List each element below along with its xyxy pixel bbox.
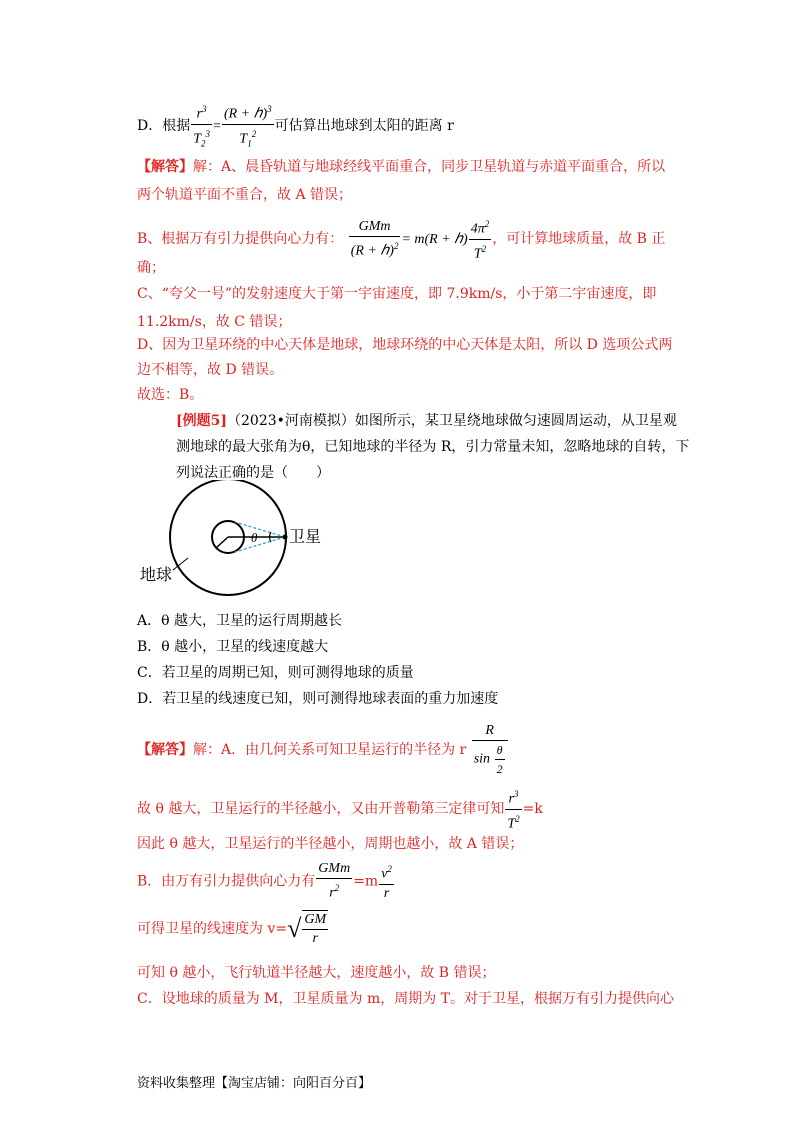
answer1-line1 bbox=[137, 156, 665, 176]
answer1-line2: 两个轨道平面不重合，故 A 错误； bbox=[137, 187, 353, 203]
formula-sqrt-GM-r: √ $\frac{GM}{r}$ bbox=[287, 912, 327, 946]
formula-Rh3-T12: $\frac{(R + ℎ)^3}{T_1^2}$ bbox=[222, 100, 274, 152]
formula-4pi2-T2: $\frac{4\pi^2}{T^2}$ bbox=[469, 215, 492, 263]
answer2-b-text: B．由万有引力提供向心力有 bbox=[137, 873, 316, 890]
option-d-suffix: 可估算出地球到太阳的距离 r bbox=[274, 118, 454, 135]
answer1-b-prefix: B、根据万有引力提供向心力有： bbox=[137, 231, 344, 248]
answer2-a bbox=[137, 722, 509, 778]
answer1-b: B、根据万有引力提供向心力有： $\frac{\text{GMm}}{(R + ℎ)^2}$ = m(R + ℎ) $\frac{4\pi^2}{T^2}$ ，可计算地球质量，故 B 正 bbox=[137, 215, 665, 263]
answer2-kepler-text: 故 θ 越大，卫星运行的半径越小，又由开普勒第三定律可知 bbox=[137, 801, 505, 818]
answer2-a-end: 因此 θ 越大，卫星运行的半径越小，周期也越小，故 A 错误； bbox=[137, 836, 524, 852]
option-a: A．θ 越大，卫星的运行周期越长 bbox=[137, 613, 342, 629]
satellite-label: 卫星 bbox=[289, 527, 322, 546]
answer1-d1: D、因为卫星环绕的中心天体是地球，地球环绕的中心天体是太阳，所以 D 选项公式两 bbox=[137, 337, 673, 353]
example5-line3: 列说法正确的是（ ） bbox=[176, 465, 330, 481]
answer1-b-cont: 确； bbox=[137, 260, 165, 276]
answer2-b-end: 可知 θ 越小，飞行轨道半径越大，速度越小，故 B 错误； bbox=[137, 965, 496, 981]
satellite-dot bbox=[283, 535, 288, 540]
answer2-c: C．设地球的质量为 M，卫星质量为 m，周期为 T。对于卫星，根据万有引力提供向心 bbox=[137, 991, 675, 1007]
option-c: C．若卫星的周期已知，则可测得地球的质量 bbox=[137, 665, 414, 681]
answer1-d2: 边不相等，故 D 错误。 bbox=[137, 362, 284, 378]
example-label: [例题5] bbox=[176, 413, 227, 429]
earth-label: 地球 bbox=[140, 565, 173, 584]
answer2-kepler bbox=[137, 785, 543, 833]
example5-line2: 测地球的最大张角为θ，已知地球的半径为 R，引力常量未知，忽略地球的自转，下 bbox=[176, 439, 690, 455]
formula-gravity: $\frac{\text{GMm}}{(R + ℎ)^2}$ bbox=[350, 218, 399, 259]
formula-v2-r: $\frac{v^2}{r}$ bbox=[379, 860, 394, 903]
example5-line1 bbox=[176, 410, 677, 430]
answer2-v bbox=[137, 910, 329, 948]
answer1-text1: 解：A、晨昏轨道与地球经线平面重合，同步卫星轨道与赤道平面重合，所以 bbox=[193, 159, 666, 175]
answer2-k: =k bbox=[522, 801, 543, 818]
option-d-prefix: D．根据 bbox=[137, 118, 191, 135]
answer2-b bbox=[137, 860, 395, 903]
option-b: B．θ 越小，卫星的线速度越大 bbox=[137, 639, 329, 655]
formula-R-sin: R sin $\frac{\theta}{2}$ bbox=[472, 722, 508, 778]
answer1-c2: 11.2km/s，故 C 错误； bbox=[137, 314, 292, 330]
theta-label: θ bbox=[251, 530, 258, 545]
footer: 资料收集整理【淘宝店铺：向阳百分百】 bbox=[137, 1076, 372, 1091]
option-d: D．若卫星的线速度已知，则可测得地球表面的重力加速度 bbox=[137, 691, 499, 707]
formula-GMm-r2: $\frac{\text{GMm}}{r^2}$ bbox=[318, 861, 351, 901]
answer1-c1: C、“夸父一号”的发射速度大于第一宇宙速度，即 7.9km/s，小于第二宇宙速度，即 bbox=[137, 286, 657, 302]
answer2-b-eq: =m bbox=[353, 873, 379, 890]
answer2-a-text: 解：A．由几何关系可知卫星运行的半径为 r bbox=[193, 742, 467, 758]
answer2-v-text: 可得卫星的线速度为 v= bbox=[137, 921, 288, 937]
formula-r3-T23: $\frac{r^3}{T_2^3}$ bbox=[191, 100, 212, 152]
formula-r3-T2: $\frac{r^3}{T^2}$ bbox=[505, 785, 521, 833]
example5-text1: （2023•河南模拟）如图所示，某卫星绕地球做匀速圆周运动，从卫星观 bbox=[227, 413, 677, 429]
orbit-figure bbox=[140, 480, 360, 600]
answer-label: 【解答】 bbox=[137, 159, 193, 175]
answer2-label: 【解答】 bbox=[137, 742, 193, 758]
answer1-b-suffix: ，可计算地球质量，故 B 正 bbox=[492, 231, 666, 248]
answer1-choice: 故选：B。 bbox=[137, 387, 204, 403]
option-d-kepler: D．根据 $\frac{r^3}{T_2^3}$ = $\frac{(R + ℎ)^3}{T_1^2}$ 可估算出地球到太阳的距离 r bbox=[137, 100, 454, 152]
